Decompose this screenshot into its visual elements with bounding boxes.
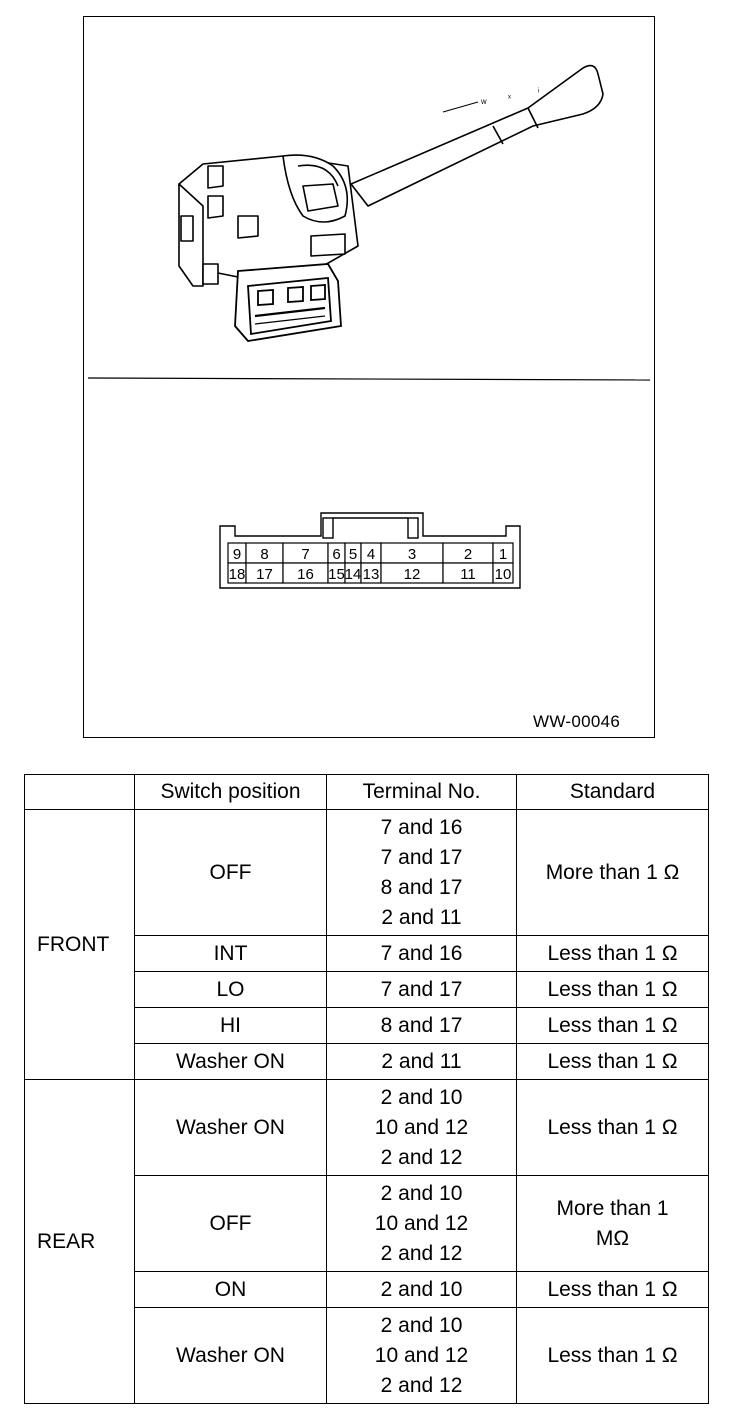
connector-pin-bottom: 15 bbox=[328, 566, 345, 583]
terminal-pair: 2 and 10 bbox=[380, 1085, 463, 1109]
terminal-cell bbox=[327, 1176, 517, 1272]
figure-code: WW-00046 bbox=[533, 712, 621, 731]
standard-cell: Less than 1 Ω bbox=[517, 972, 709, 1008]
connector-pin-bottom: 13 bbox=[362, 566, 380, 583]
terminal-pair: 2 and 10 bbox=[380, 1277, 463, 1301]
terminal-pair: 2 and 10 bbox=[380, 1313, 463, 1337]
switch-position-cell: ON bbox=[135, 1272, 327, 1308]
terminal-pair: 2 and 12 bbox=[380, 1241, 463, 1265]
terminal-spec-table bbox=[24, 774, 709, 1404]
terminal-pair: 8 and 17 bbox=[380, 1013, 463, 1037]
group-front: FRONT bbox=[25, 810, 135, 1080]
connector-pin-top: 8 bbox=[260, 546, 269, 563]
connector-pin-bottom: 12 bbox=[403, 566, 421, 583]
table-row bbox=[25, 1080, 709, 1176]
connector-pin-bottom: 10 bbox=[494, 566, 512, 583]
connector-pin-top: 6 bbox=[332, 546, 341, 563]
terminal-pair: 2 and 12 bbox=[380, 1373, 463, 1397]
connector-pin-top: 4 bbox=[366, 546, 376, 563]
connector-pin-top: 2 bbox=[463, 546, 473, 563]
group-rear: REAR bbox=[25, 1080, 135, 1404]
terminal-pair: 7 and 16 bbox=[380, 815, 463, 839]
terminal-pair: 2 and 12 bbox=[380, 1145, 463, 1169]
terminal-pair: 2 and 10 bbox=[380, 1181, 463, 1205]
connector-pin-top: 1 bbox=[498, 546, 508, 563]
svg-text:ᵢ: ᵢ bbox=[538, 84, 540, 94]
terminal-cell bbox=[327, 1044, 517, 1080]
terminal-pair: 10 and 12 bbox=[374, 1343, 469, 1367]
standard-cell: More than 1 Ω bbox=[517, 810, 709, 936]
terminal-cell bbox=[327, 936, 517, 972]
switch-position-cell: Washer ON bbox=[135, 1044, 327, 1080]
standard-cell: Less than 1 Ω bbox=[517, 1044, 709, 1080]
standard-cell: Less than 1 Ω bbox=[517, 1308, 709, 1404]
standard-cell: Less than 1 Ω bbox=[517, 1080, 709, 1176]
terminal-cell bbox=[327, 1080, 517, 1176]
connector-pin-bottom: 14 bbox=[344, 566, 362, 583]
standard-cell: More than 1 MΩ bbox=[517, 1176, 709, 1272]
switch-position-cell: INT bbox=[135, 936, 327, 972]
table-row bbox=[25, 810, 709, 936]
connector-pin-top: 5 bbox=[348, 546, 358, 563]
terminal-pair: 7 and 17 bbox=[380, 977, 463, 1001]
connector-pin-top: 9 bbox=[232, 546, 242, 563]
header-standard: Standard bbox=[517, 775, 709, 810]
connector-pin-bottom: 16 bbox=[297, 566, 314, 583]
header-terminal-no: Terminal No. bbox=[327, 775, 517, 810]
connector-pin-top: 3 bbox=[407, 546, 417, 563]
terminal-pair: 8 and 17 bbox=[380, 875, 463, 899]
switch-position-cell: OFF bbox=[135, 1176, 327, 1272]
terminal-pair: 10 and 12 bbox=[374, 1115, 469, 1139]
switch-body-drawing bbox=[179, 155, 358, 286]
terminal-pair: 7 and 16 bbox=[380, 941, 463, 965]
terminal-cell bbox=[327, 810, 517, 936]
terminal-cell bbox=[327, 972, 517, 1008]
svg-text:ₓ: ₓ bbox=[508, 90, 511, 100]
terminal-pair: 2 and 11 bbox=[381, 1049, 462, 1073]
terminal-pair: 2 and 11 bbox=[381, 905, 462, 929]
svg-text:ᵂ: ᵂ bbox=[481, 98, 487, 108]
wiper-lever-drawing bbox=[351, 66, 603, 206]
terminal-cell bbox=[327, 1308, 517, 1404]
switch-position-cell: Washer ON bbox=[135, 1080, 327, 1176]
standard-cell: Less than 1 Ω bbox=[517, 936, 709, 972]
table-header-row bbox=[25, 775, 709, 810]
standard-cell: Less than 1 Ω bbox=[517, 1272, 709, 1308]
header-group bbox=[25, 775, 135, 810]
switch-illustration bbox=[83, 16, 655, 738]
terminal-cell bbox=[327, 1008, 517, 1044]
terminal-pair: 7 and 17 bbox=[380, 845, 463, 869]
header-switch-position: Switch position bbox=[135, 775, 327, 810]
switch-position-cell: Washer ON bbox=[135, 1308, 327, 1404]
connector-pin-top: 7 bbox=[301, 546, 310, 563]
terminal-pair: 10 and 12 bbox=[374, 1211, 469, 1235]
terminal-cell bbox=[327, 1272, 517, 1308]
connector-cells bbox=[228, 543, 513, 583]
connector-pin-bottom: 11 bbox=[460, 566, 476, 583]
connector-housing-drawing bbox=[235, 264, 341, 341]
connector-pin-bottom: 17 bbox=[256, 566, 273, 583]
connector-pin-bottom: 18 bbox=[228, 566, 246, 583]
standard-cell: Less than 1 Ω bbox=[517, 1008, 709, 1044]
switch-position-cell: OFF bbox=[135, 810, 327, 936]
switch-position-cell: LO bbox=[135, 972, 327, 1008]
switch-position-cell: HI bbox=[135, 1008, 327, 1044]
